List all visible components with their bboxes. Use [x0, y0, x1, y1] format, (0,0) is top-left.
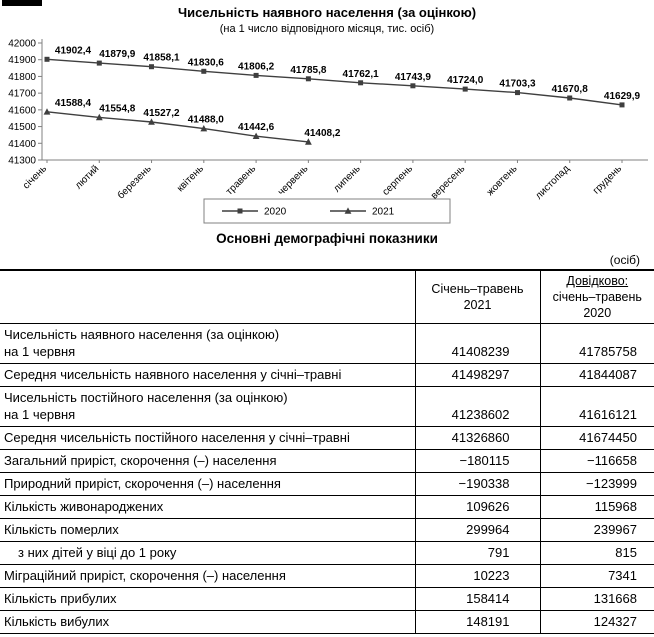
svg-text:березень: березень	[115, 163, 154, 202]
svg-text:41762,1: 41762,1	[342, 68, 379, 80]
indicator-column-header	[0, 270, 415, 324]
svg-text:41806,2: 41806,2	[238, 61, 275, 73]
value-2021: −190338	[415, 473, 540, 496]
table-row	[0, 387, 654, 427]
svg-text:41527,2: 41527,2	[143, 108, 180, 119]
value-2020: 41674450	[540, 427, 654, 450]
svg-text:41902,4: 41902,4	[54, 45, 92, 57]
value-2020: 41785758	[540, 324, 654, 364]
table-row	[0, 519, 654, 542]
row-label: Кількість прибулих	[4, 591, 117, 606]
demographics-table	[0, 269, 654, 634]
svg-text:41785,8: 41785,8	[290, 64, 327, 76]
svg-text:2020: 2020	[264, 206, 287, 218]
table-header-row	[0, 270, 654, 324]
row-label: Середня чисельність наявного населення у січні–травні	[4, 367, 342, 382]
value-2021: 109626	[415, 496, 540, 519]
table-row	[0, 364, 654, 387]
value-2021: 791	[415, 542, 540, 565]
value-2020: −116658	[540, 450, 654, 473]
value-2020: 239967	[540, 519, 654, 542]
value-2021: 148191	[415, 611, 540, 634]
table-row	[0, 542, 654, 565]
svg-text:41408,2: 41408,2	[304, 127, 341, 139]
table-row	[0, 496, 654, 519]
header-2020-line1: Довідково:	[566, 274, 629, 288]
value-2020: 115968	[540, 496, 654, 519]
svg-text:41629,9: 41629,9	[603, 90, 641, 102]
svg-text:41600: 41600	[8, 105, 36, 117]
svg-text:41724,0: 41724,0	[447, 75, 484, 87]
svg-text:41743,9: 41743,9	[394, 71, 431, 83]
svg-text:липень: липень	[331, 163, 363, 195]
svg-text:41400: 41400	[8, 138, 36, 150]
header-2021-line1: Січень–травень	[431, 282, 524, 296]
chart-subtitle: (на 1 число відповідного місяця, тис. осіб)	[219, 23, 435, 35]
table-row	[0, 324, 654, 364]
svg-text:лютий: лютий	[73, 163, 102, 192]
table-row	[0, 427, 654, 450]
value-2020: 815	[540, 542, 654, 565]
svg-text:серпень: серпень	[380, 163, 416, 198]
svg-text:41588,4: 41588,4	[54, 97, 92, 109]
column-header-2021	[415, 270, 540, 324]
svg-text:41488,0: 41488,0	[187, 114, 224, 126]
cropped-header-mark	[2, 0, 42, 6]
value-2020: 41616121	[540, 387, 654, 427]
svg-text:41700: 41700	[8, 88, 36, 100]
row-label: Чисельність наявного населення (за оцінкою) на 1 червня	[4, 327, 280, 359]
svg-text:41858,1: 41858,1	[143, 52, 180, 64]
value-2021: 10223	[415, 565, 540, 588]
value-2021: 41408239	[415, 324, 540, 364]
table-row	[0, 565, 654, 588]
svg-text:червень: червень	[275, 163, 311, 198]
value-2020: 7341	[540, 565, 654, 588]
row-label: Загальний приріст, скорочення (–) населення	[4, 453, 277, 468]
value-2020: 124327	[540, 611, 654, 634]
header-2021-line2: 2021	[463, 298, 492, 312]
header-2020-line3: 2020	[583, 306, 612, 320]
row-label: Кількість померлих	[4, 522, 119, 537]
svg-text:жовтень: жовтень	[484, 163, 520, 199]
svg-text:листопад: листопад	[533, 163, 572, 202]
row-label: Середня чисельність постійного населення у січні–травні	[4, 430, 350, 445]
value-2021: 158414	[415, 588, 540, 611]
value-2021: −180115	[415, 450, 540, 473]
svg-text:41554,8: 41554,8	[99, 103, 136, 115]
svg-text:травень: травень	[224, 163, 259, 198]
row-label: Кількість живонароджених	[4, 499, 164, 514]
chart-title: Чисельність наявного населення (за оцінкою)	[177, 5, 477, 20]
svg-text:42000: 42000	[8, 38, 36, 50]
row-label: Кількість вибулих	[4, 614, 110, 629]
value-2021: 41498297	[415, 364, 540, 387]
value-2020: 131668	[540, 588, 654, 611]
column-header-2020	[540, 270, 654, 324]
svg-text:41500: 41500	[8, 122, 36, 134]
row-label: Міграційний приріст, скорочення (–) населення	[4, 568, 286, 583]
table-row	[0, 611, 654, 634]
demographics-table-body	[0, 324, 654, 634]
svg-text:41442,6: 41442,6	[238, 122, 275, 134]
svg-text:41703,3: 41703,3	[499, 78, 536, 90]
value-2021: 299964	[415, 519, 540, 542]
svg-text:2021: 2021	[372, 206, 395, 218]
svg-text:41800: 41800	[8, 71, 36, 83]
svg-text:грудень: грудень	[590, 163, 625, 197]
value-2021: 41238602	[415, 387, 540, 427]
value-2020: 41844087	[540, 364, 654, 387]
row-label: Природний приріст, скорочення (–) населення	[4, 476, 281, 491]
svg-text:квітень: квітень	[175, 163, 206, 195]
row-label: з них дітей у віці до 1 року	[18, 545, 177, 560]
value-2021: 41326860	[415, 427, 540, 450]
row-label: Чисельність постійного населення (за оцінкою) на 1 червня	[4, 390, 288, 422]
svg-text:вересень: вересень	[428, 163, 468, 202]
table-row	[0, 588, 654, 611]
svg-text:41830,6: 41830,6	[187, 57, 224, 69]
unit-note: (осіб)	[609, 253, 640, 267]
svg-text:41879,9: 41879,9	[99, 49, 136, 61]
section-title: Основні демографічні показники	[216, 231, 438, 246]
value-2020: −123999	[540, 473, 654, 496]
svg-text:41300: 41300	[8, 155, 36, 167]
population-line-chart	[0, 35, 654, 227]
table-row	[0, 473, 654, 496]
svg-text:січень: січень	[21, 163, 50, 192]
table-row	[0, 450, 654, 473]
svg-text:41900: 41900	[8, 55, 36, 67]
svg-text:41670,8: 41670,8	[551, 84, 588, 95]
header-2020-line2: січень–травень	[552, 290, 642, 304]
